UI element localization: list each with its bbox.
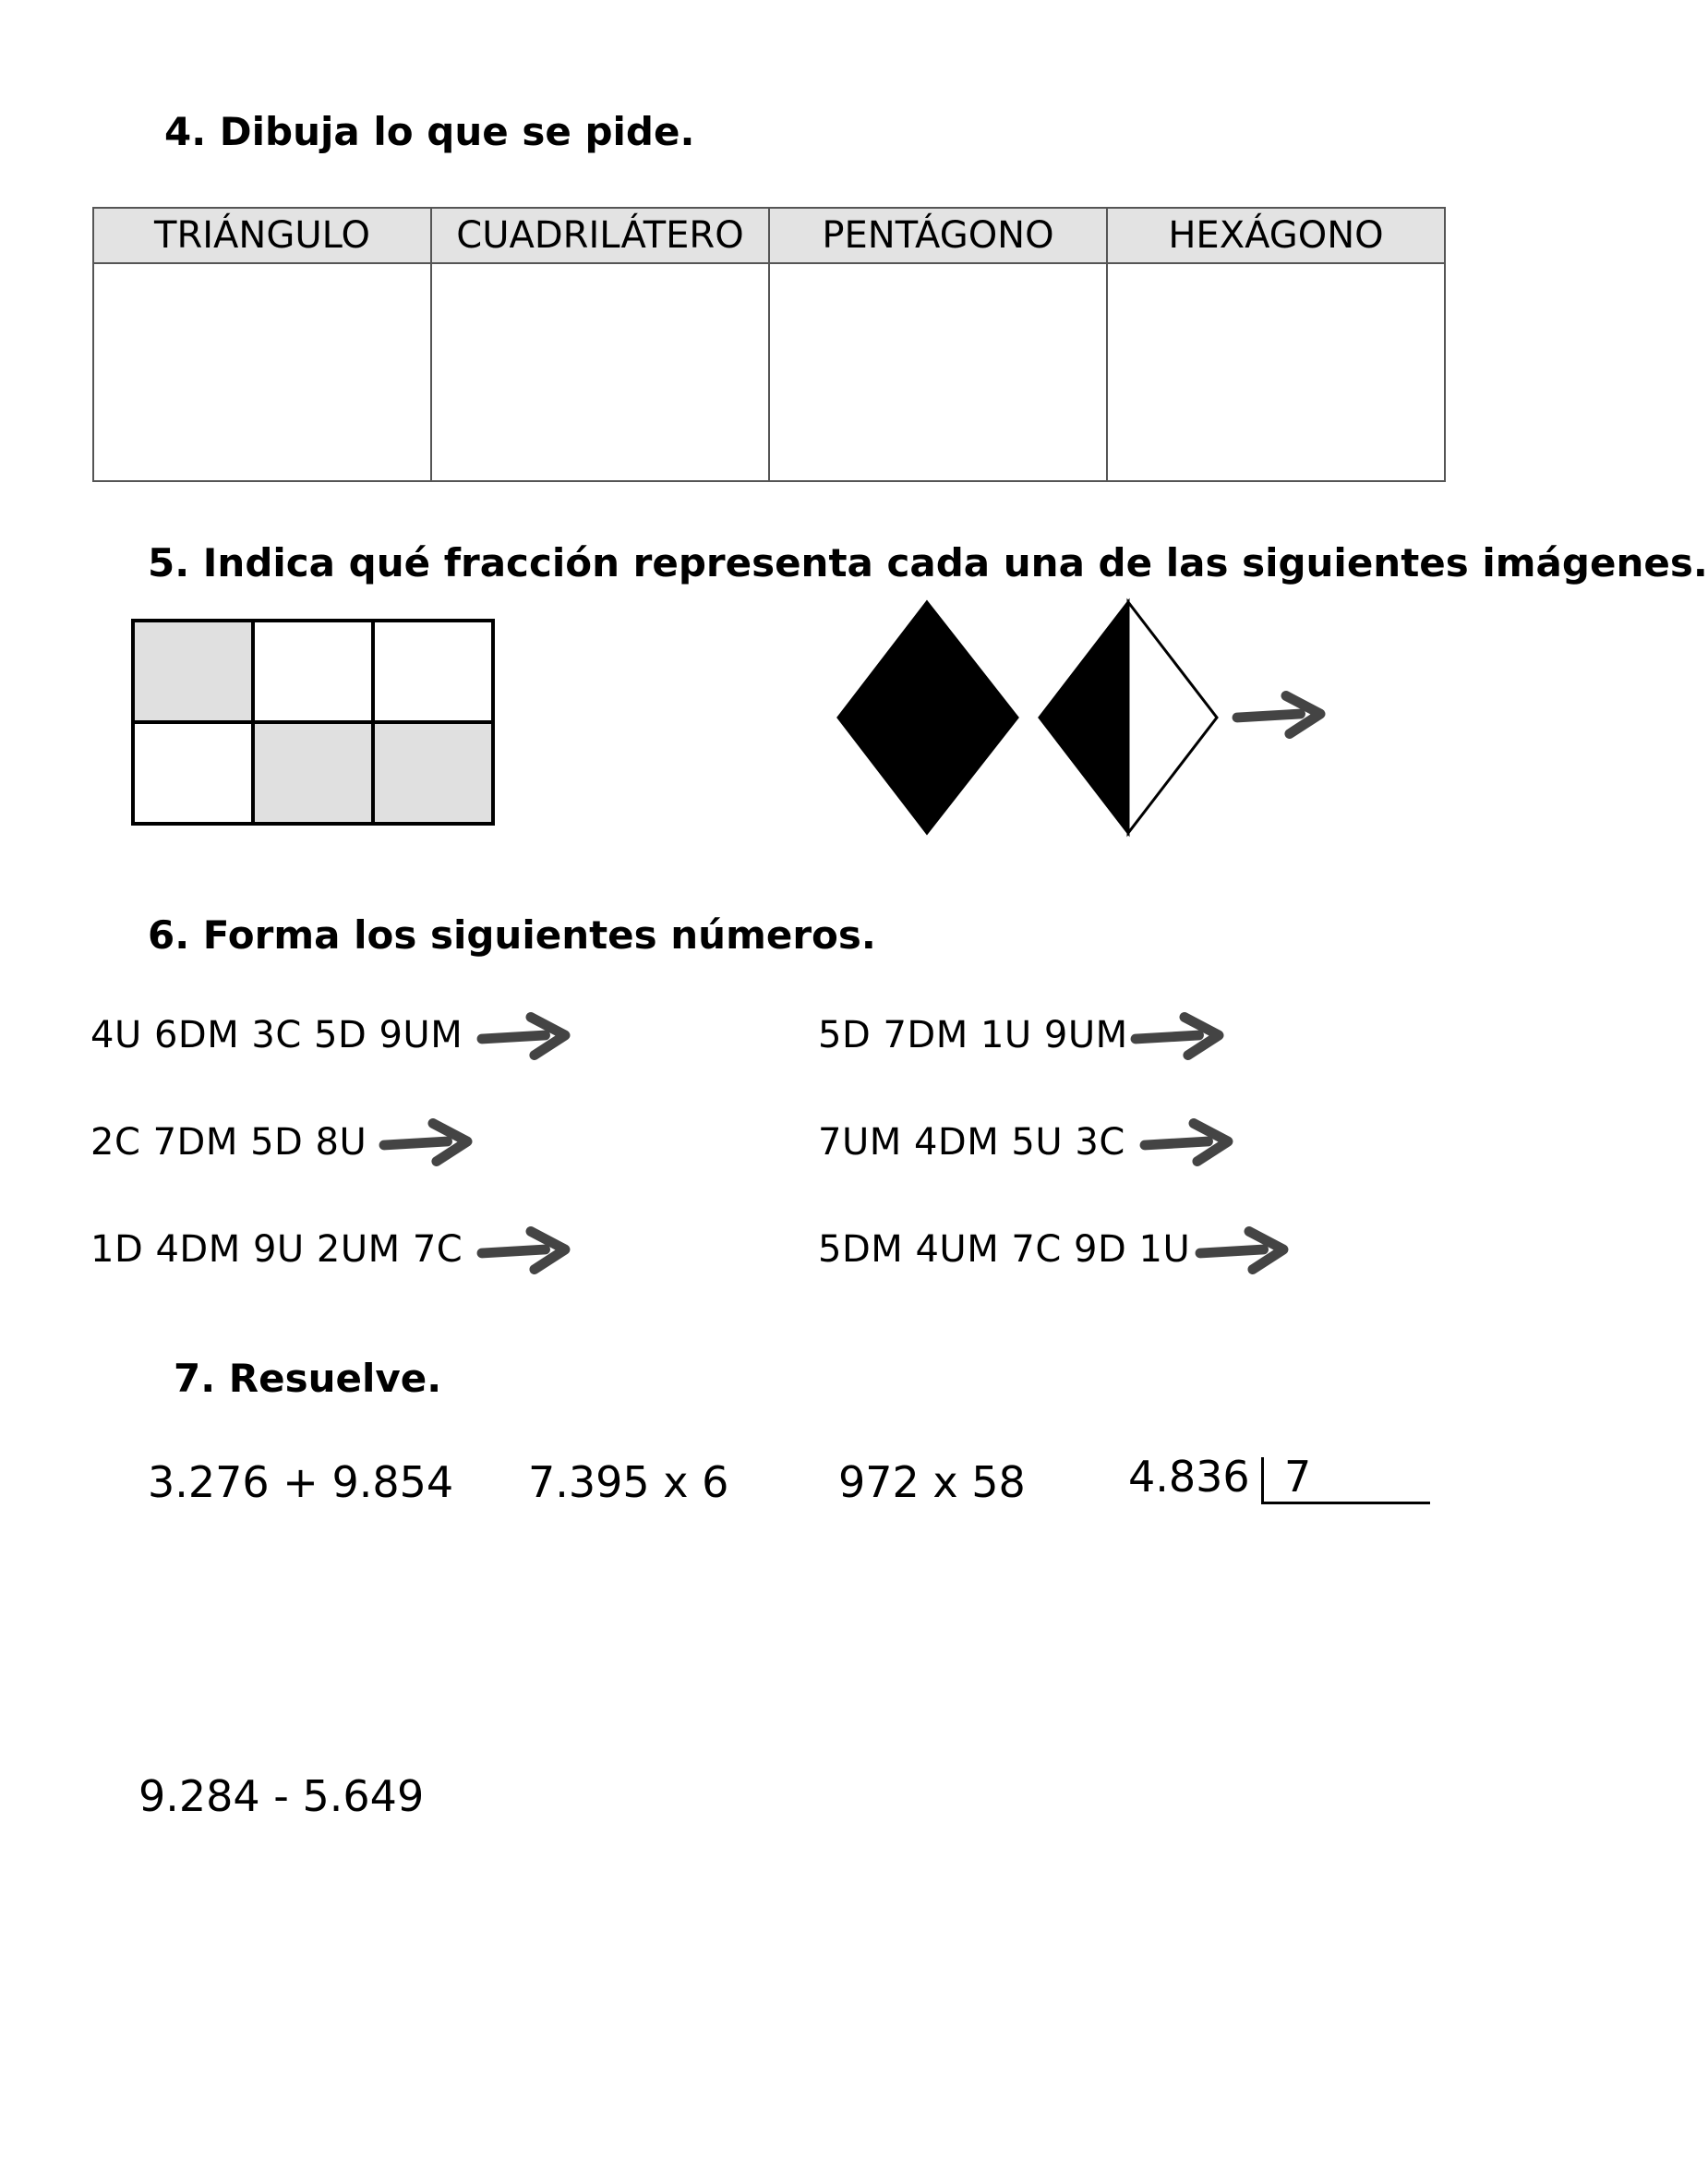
section-5-heading: 5. Indica qué fracción representa cada una de las siguientes imágenes. [148, 540, 1708, 585]
shapes-table [92, 207, 1446, 482]
drawing-cell-cuadrilatero[interactable] [431, 263, 769, 481]
column-cuadrilatero: CUADRILÁTERO [431, 208, 769, 263]
drawing-cell-triangulo[interactable] [93, 263, 431, 481]
arrow-icon [480, 1009, 571, 1065]
arrow-icon [1235, 688, 1326, 743]
diamond-figures [836, 600, 1224, 836]
division-dividend: 4.836 [1128, 1452, 1250, 1502]
section-7-heading: 7. Resuelve. [174, 1356, 442, 1401]
number-item-1: 4U 6DM 3C 5D 9UM [90, 1014, 463, 1056]
arrow-icon [480, 1224, 571, 1279]
drawing-cell-hexagono[interactable] [1107, 263, 1445, 481]
diamond-half-white [1128, 602, 1217, 833]
operation-subtraction: 9.284 - 5.649 [138, 1771, 425, 1821]
arrow-icon [1198, 1224, 1289, 1279]
diamond-full [838, 602, 1017, 833]
section-4-heading: 4. Dibuja lo que se pide. [164, 109, 695, 154]
section-6-heading: 6. Forma los siguientes números. [148, 912, 876, 958]
arrow-icon [1143, 1116, 1233, 1171]
column-hexagono: HEXÁGONO [1107, 208, 1445, 263]
division-bracket [1261, 1452, 1430, 1504]
arrow-icon [382, 1116, 473, 1171]
diamond-half-black [1040, 602, 1128, 833]
number-item-4: 7UM 4DM 5U 3C [818, 1121, 1125, 1164]
number-item-3: 2C 7DM 5D 8U [90, 1121, 367, 1164]
number-item-5: 1D 4DM 9U 2UM 7C [90, 1228, 463, 1271]
division-divisor: 7 [1284, 1452, 1312, 1502]
number-item-6: 5DM 4UM 7C 9D 1U [818, 1228, 1191, 1271]
operation-addition: 3.276 + 9.854 [148, 1457, 454, 1507]
arrow-icon [1134, 1009, 1224, 1065]
operation-multiplication-1: 7.395 x 6 [528, 1457, 729, 1507]
number-item-2: 5D 7DM 1U 9UM [818, 1014, 1128, 1056]
column-pentagono: PENTÁGONO [769, 208, 1107, 263]
fraction-grid [131, 619, 497, 827]
operation-multiplication-2: 972 x 58 [838, 1457, 1026, 1507]
column-triangulo: TRIÁNGULO [93, 208, 431, 263]
drawing-cell-pentagono[interactable] [769, 263, 1107, 481]
